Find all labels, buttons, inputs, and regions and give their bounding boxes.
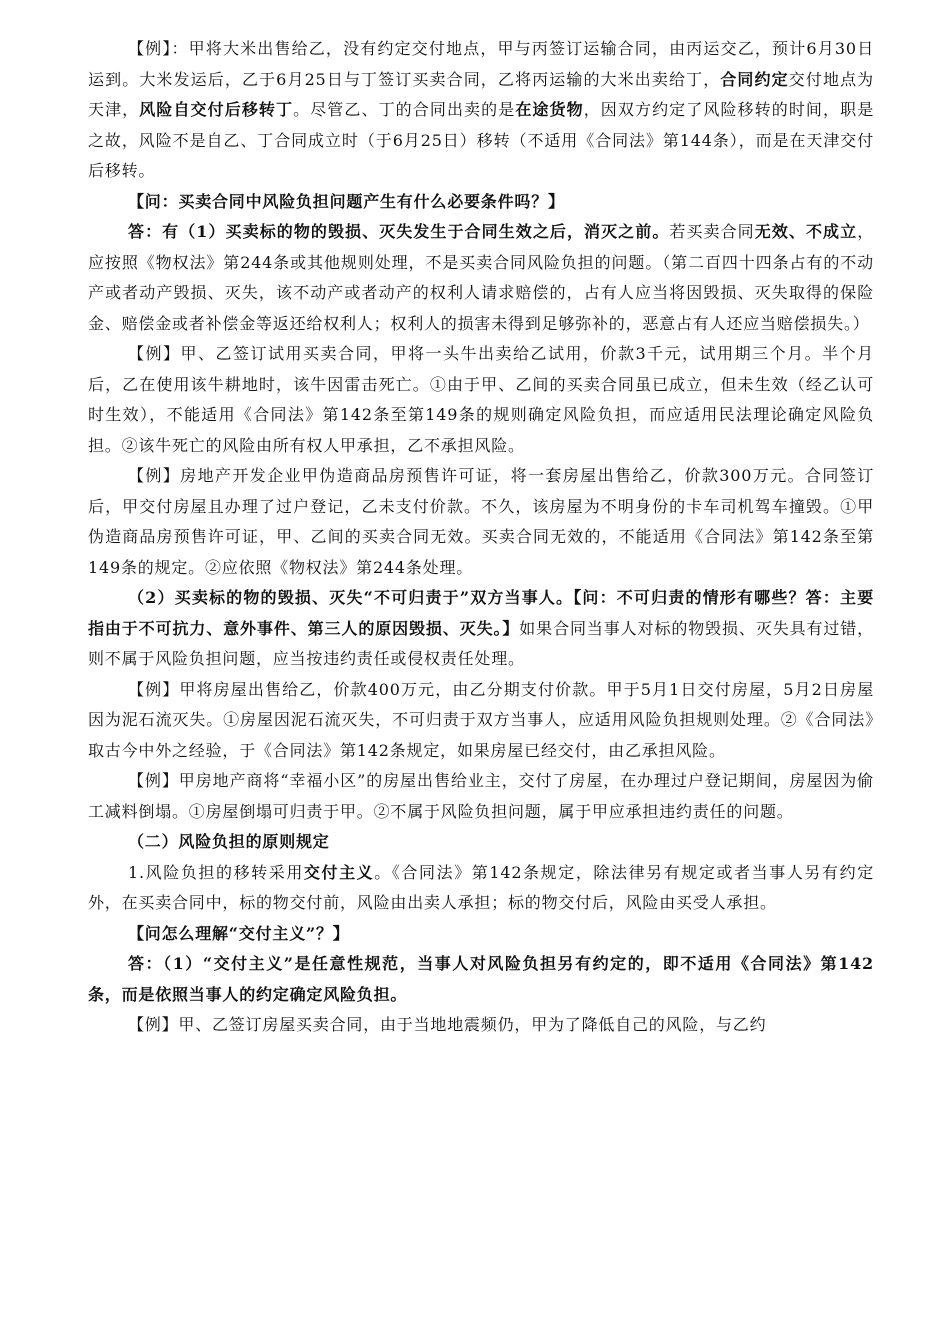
text: 【例】：甲将大米出售给乙，没有约定交付地点，甲与丙签订运输合同，由丙运交乙，预计6月30日运到。大米发运后，乙于6月25日与丁签订买卖合同，乙将丙运输的大米出卖给丁， (88, 39, 874, 89)
paragraph (88, 34, 874, 187)
paragraph (88, 919, 874, 950)
bold-text: （2）买卖标的物的毁损、灭失“不可归责于”双方当事人。【问：不可归责的情形有哪些？答：主要指由于不可抗力、意外事件、第三人的原因毁损、灭失。】 (88, 588, 874, 638)
text: 如果合同当事人对标的物毁损、灭失具有过错，则不属于风险负担问题，应当按违约责任或侵权责任处理。 (88, 618, 874, 668)
bold-text: 合同约定 (720, 69, 789, 89)
paragraph (88, 949, 874, 1010)
text: 若买卖合同 (669, 222, 755, 241)
bold-text: （二）风险负担的原则规定 (128, 832, 330, 851)
bold-text: 答：（1）“交付主义”是任意性规范，当事人对风险负担另有约定的，即不适用《合同法》第142条，而是依照当事人的约定确定风险负担。 (88, 954, 874, 1004)
text: 。《合同法》第142条规定，除法律另有规定或者当事人另有约定外，在买卖合同中，标的物交付前，风险由出卖人承担；标的物交付后，风险由买受人承担。 (88, 862, 874, 912)
paragraph (88, 1010, 874, 1041)
text: 【例】甲将房屋出售给乙，价款400万元，由乙分期支付价款。甲于5月1日交付房屋，5月2日房屋因为泥石流灭失。①房屋因泥石流灭失，不可归责于双方当事人，应适用风险负担规则处理。②《合同法》取古今中外之经验，于《合同法》第142条规定，如果房屋已经交付，由乙承担风险。 (88, 679, 874, 760)
bold-text: 风险自交付后移转丁 (139, 100, 294, 119)
paragraph (88, 675, 874, 767)
text: 1.风险负担的移转采用 (128, 862, 304, 882)
paragraph (88, 827, 874, 858)
bold-text: 交付主义 (303, 862, 375, 882)
text: ，因双方约定了风险移转的时间，职是之故，风险不是自乙、丁合同成立时（于6月25日）移转（不适用《合同法》第144条），而是在天津交付后移转。 (88, 100, 875, 180)
paragraph (88, 217, 874, 339)
paragraph (88, 858, 874, 919)
text: 【例】甲房地产商将“幸福小区”的房屋出售给业主，交付了房屋，在办理过户登记期间，房屋因为偷工减料倒塌。①房屋倒塌可归责于甲。②不属于风险负担问题，属于甲应承担违约责任的问题。 (88, 771, 874, 821)
text: 【例】房地产开发企业甲伪造商品房预售许可证，将一套房屋出售给乙，价款300万元。合同签订后，甲交付房屋且办理了过户登记，乙未支付价款。不久，该房屋为不明身份的卡车司机驾车撞毁。①甲伪造商品房预售许可证，甲、乙间的买卖合同无效。买卖合同无效的，不能适用《合同法》第142条至第149条的规定。②应依照《物权法》第244条处理。 (88, 466, 874, 577)
text: ，应按照《物权法》第244条或其他规则处理，不是买卖合同风险负担的问题。（第二百四十四条占有的不动产或者动产毁损、灭失，该不动产或者动产的权利人请求赔偿的，占有人应当将因毁损、灭失取得的保险金、赔偿金或者补偿金等返还给权利人；权利人的损害未得到足够弥补的，恶意占有人还应当赔偿损失。） (88, 222, 874, 333)
bold-text: 【问怎么理解“交付主义”？】 (128, 923, 350, 943)
paragraph (88, 583, 874, 675)
bold-text: 在途货物 (515, 100, 584, 119)
paragraph (88, 766, 874, 827)
text: 交付地点为天津， (88, 69, 874, 119)
paragraph (88, 339, 874, 461)
text: 。尽管乙、丁的合同出卖的是 (293, 100, 516, 119)
bold-text: 答：有（1）买卖标的物的毁损、灭失发生于合同生效之后，消灭之前。 (128, 222, 670, 241)
bold-text: 无效、不成立 (754, 222, 858, 241)
text: 【例】甲、乙签订房屋买卖合同，由于当地地震频仍，甲为了降低自己的风险，与乙约 (128, 1015, 767, 1034)
paragraph (88, 461, 874, 583)
bold-text: 【问：买卖合同中风险负担问题产生有什么必要条件吗？】 (128, 191, 565, 211)
paragraph (88, 187, 874, 218)
text: 【例】甲、乙签订试用买卖合同，甲将一头牛出卖给乙试用，价款3千元，试用期三个月。半个月后，乙在使用该牛耕地时，该牛因雷击死亡。①由于甲、乙间的买卖合同虽已成立，但未生效（经乙认可时生效），不能适用《合同法》第142条至第149条的规则确定风险负担，而应适用民法理论确定风险负担。②该牛死亡的风险由所有权人甲承担，乙不承担风险。 (88, 344, 874, 455)
